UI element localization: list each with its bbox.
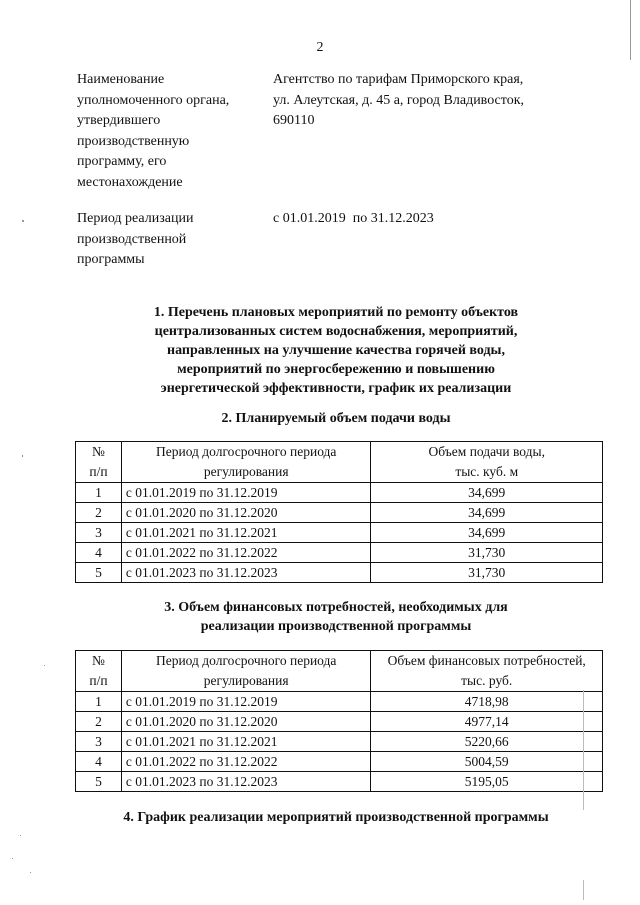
- header-line: №: [92, 444, 105, 459]
- cell-num: 2: [76, 503, 122, 523]
- cell-value: 34,699: [371, 523, 603, 543]
- value-line: 690110: [273, 113, 315, 128]
- water-volume-table: [75, 441, 603, 583]
- cell-period: с 01.01.2023 по 31.12.2023: [121, 772, 371, 792]
- table-row: [76, 732, 603, 752]
- table-row: [76, 543, 603, 563]
- label-line: местонахождение: [77, 174, 183, 190]
- cell-period: с 01.01.2020 по 31.12.2020: [121, 712, 371, 732]
- cell-num: 1: [76, 483, 122, 503]
- header-line: тыс. руб.: [461, 673, 513, 688]
- table-header-row: [76, 442, 603, 483]
- table-header-row: [76, 651, 603, 692]
- table-row: [76, 563, 603, 583]
- cell-period: с 01.01.2021 по 31.12.2021: [121, 732, 371, 752]
- header-period: [121, 442, 371, 483]
- cell-num: 4: [76, 543, 122, 563]
- heading-line: направленных на улучшение качества горячей воды,: [167, 343, 505, 358]
- cell-period: с 01.01.2023 по 31.12.2023: [121, 563, 371, 583]
- scan-edge-mark: [583, 690, 584, 810]
- table-row: [76, 692, 603, 712]
- page-number: 2: [316, 40, 324, 55]
- heading-line: реализации производственной программы: [200, 619, 472, 634]
- label-line: программы: [77, 252, 145, 267]
- header-line: регулирования: [203, 673, 289, 688]
- cell-value: 4718,98: [371, 692, 603, 712]
- scan-edge-mark: [630, 0, 631, 60]
- table-row: [76, 523, 603, 543]
- scan-speck: [22, 455, 23, 457]
- header-value: [371, 442, 603, 483]
- label-line: программу, его: [77, 154, 167, 169]
- value-line: Агентство по тарифам Приморского края,: [273, 72, 524, 87]
- label-line: Наименование: [77, 72, 165, 87]
- header-line: п/п: [89, 464, 108, 479]
- table-row: [76, 772, 603, 792]
- scan-speck: [20, 835, 21, 836]
- cell-num: 4: [76, 752, 122, 772]
- header-line: Объем подачи воды,: [428, 444, 545, 459]
- scan-speck: [12, 858, 13, 859]
- label-line: утвердившего: [77, 113, 161, 128]
- cell-value: 31,730: [371, 543, 603, 563]
- period-value: с 01.01.2019 по 31.12.2023: [273, 211, 434, 226]
- header-line: Период долгосрочного периода: [155, 653, 337, 668]
- financial-needs-table: [75, 650, 603, 792]
- label-line: производственной: [77, 231, 187, 247]
- heading-line: мероприятий по энергосбережению и повышению: [177, 362, 495, 377]
- header-line: тыс. куб. м: [455, 464, 519, 479]
- table-row: [76, 483, 603, 503]
- header-num: [76, 442, 122, 483]
- heading-line: 3. Объем финансовых потребностей, необходимых для: [164, 600, 508, 615]
- cell-value: 34,699: [371, 483, 603, 503]
- section3-heading: [60, 598, 612, 636]
- header-value: [371, 651, 603, 692]
- header-line: п/п: [89, 673, 108, 688]
- period-label: [77, 209, 267, 271]
- cell-value: 5004,59: [371, 752, 603, 772]
- cell-num: 3: [76, 732, 122, 752]
- header-line: Объем финансовых потребностей,: [387, 653, 586, 668]
- cell-period: с 01.01.2020 по 31.12.2020: [121, 503, 371, 523]
- scan-edge-mark: [583, 880, 584, 900]
- authority-label: [77, 70, 267, 193]
- cell-value: 4977,14: [371, 712, 603, 732]
- authority-value: [273, 70, 613, 132]
- cell-period: с 01.01.2019 по 31.12.2019: [121, 483, 371, 503]
- cell-period: с 01.01.2022 по 31.12.2022: [121, 752, 371, 772]
- label-line: производственную: [77, 133, 190, 149]
- value-line: ул. Алеутская, д. 45 а, город Владивосток,: [273, 92, 524, 108]
- cell-num: 5: [76, 563, 122, 583]
- header-line: Период долгосрочного периода: [155, 444, 337, 459]
- table-row: [76, 503, 603, 523]
- table-row: [76, 752, 603, 772]
- scan-speck: [44, 665, 45, 666]
- cell-value: 5220,66: [371, 732, 603, 752]
- scan-speck: [22, 220, 24, 222]
- cell-value: 34,699: [371, 503, 603, 523]
- heading-line: 1. Перечень плановых мероприятий по ремонту объектов: [153, 305, 519, 320]
- label-line: уполномоченного органа,: [77, 92, 230, 108]
- cell-value: 5195,05: [371, 772, 603, 792]
- cell-num: 5: [76, 772, 122, 792]
- section2-heading: 2. Планируемый объем подачи воды: [221, 411, 451, 426]
- cell-period: с 01.01.2022 по 31.12.2022: [121, 543, 371, 563]
- cell-period: с 01.01.2019 по 31.12.2019: [121, 692, 371, 712]
- heading-line: централизованных систем водоснабжения, мероприятий,: [154, 324, 518, 339]
- header-num: [76, 651, 122, 692]
- section4-heading: 4. График реализации мероприятий производственной программы: [123, 810, 549, 825]
- heading-line: энергетической эффективности, график их реализации: [160, 381, 512, 396]
- header-line: №: [92, 653, 105, 668]
- table-row: [76, 712, 603, 732]
- cell-num: 3: [76, 523, 122, 543]
- cell-period: с 01.01.2021 по 31.12.2021: [121, 523, 371, 543]
- cell-num: 2: [76, 712, 122, 732]
- cell-num: 1: [76, 692, 122, 712]
- scan-speck: [30, 872, 31, 873]
- header-line: регулирования: [203, 464, 289, 479]
- label-line: Период реализации: [77, 211, 194, 226]
- header-period: [121, 651, 371, 692]
- section1-heading: [60, 303, 612, 398]
- cell-value: 31,730: [371, 563, 603, 583]
